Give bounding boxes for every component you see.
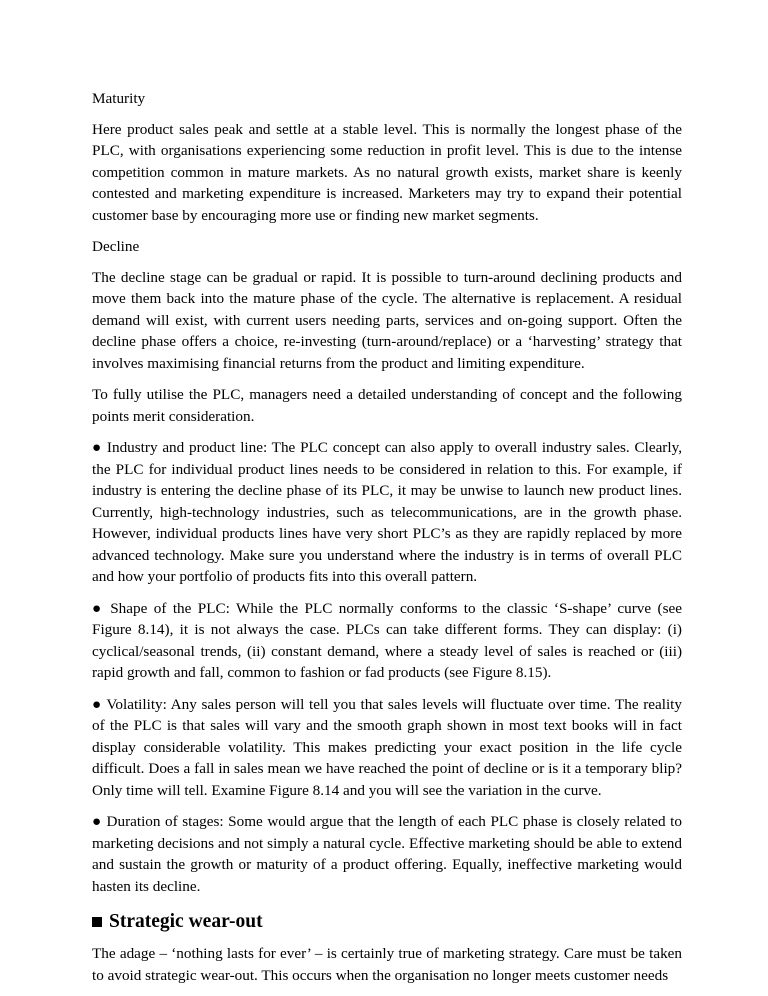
point-volatility: ● Volatility: Any sales person will tell you that sales levels will fluctuate over time. The reality of the PLC is that sales will vary and the smooth graph shown in most text books will in fact display considerable volatility. This makes predicting your exact position in the life cycle difficult. Does a fall in sales mean we have reached the point of decline or is it a temporary blip? Only time will tell. Examine Figure 8.14 and you will see the variation in the curve. xyxy=(92,695,682,799)
section-title: Strategic wear-out xyxy=(109,911,263,932)
maturity-heading: Maturity xyxy=(92,90,146,107)
decline-paragraph: The decline stage can be gradual or rapid. It is possible to turn-around declining products and move them back into the mature phase of the cycle. The alternative is replacement. A residual demand will exist, with current users needing parts, services and on-going support. Often the decline phase offers a choice, re-investing (turn-around/replace) or a ‘harvesting’ strategy that involves maximising financial returns from the product and limiting expenditure. xyxy=(92,268,682,372)
square-icon xyxy=(92,917,102,927)
maturity-paragraph: Here product sales peak and settle at a stable level. This is normally the longest phase of the PLC, with organisations experiencing some reduction in profit level. This is due to the intense competition common in mature markets. As no natural growth exists, market share is keenly contested and marketing expenditure is increased. Marketers may try to expand their potential customer base by encouraging more use or finding new market segments. xyxy=(92,120,682,224)
strategic-wear-out-paragraph: The adage – ‘nothing lasts for ever’ – is certainly true of marketing strategy. Care must be taken to avoid strategic wear-out. This occurs when the organisation no longer meets customer needs xyxy=(92,945,682,984)
section-heading xyxy=(92,910,682,934)
intro-paragraph: To fully utilise the PLC, managers need a detailed understanding of concept and the following points merit consideration. xyxy=(92,386,682,425)
point-duration-of-stages: ● Duration of stages: Some would argue that the length of each PLC phase is closely related to marketing decisions and not simply a natural cycle. Effective marketing should be able to extend and sustain the growth or maturity of a product offering. Equally, ineffective marketing would hasten its decline. xyxy=(92,813,682,895)
document-page xyxy=(92,88,682,996)
decline-heading: Decline xyxy=(92,238,140,255)
point-industry-product-line: ● Industry and product line: The PLC concept can also apply to overall industry sales. Clearly, the PLC for individual product lines needs to be considered in relation to this. For example, if industry is entering the decline phase of its PLC, it may be unwise to launch new product lines. Currently, high-technology industries, such as telecommunications, are in the growth phase. However, individual products lines have very short PLC’s as they are rapidly replaced by more advanced technology. Make sure you understand where the industry is in terms of overall PLC and how your portfolio of products fits into this overall pattern. xyxy=(92,439,682,585)
point-shape-of-plc: ● Shape of the PLC: While the PLC normally conforms to the classic ‘S-shape’ curve (see Figure 8.14), it is not always the case. PLCs can take different forms. They can display: (i) cyclical/seasonal trends, (ii) constant demand, where a steady level of sales is reached or (iii) rapid growth and fall, common to fashion or fad products (see Figure 8.15). xyxy=(92,599,682,681)
